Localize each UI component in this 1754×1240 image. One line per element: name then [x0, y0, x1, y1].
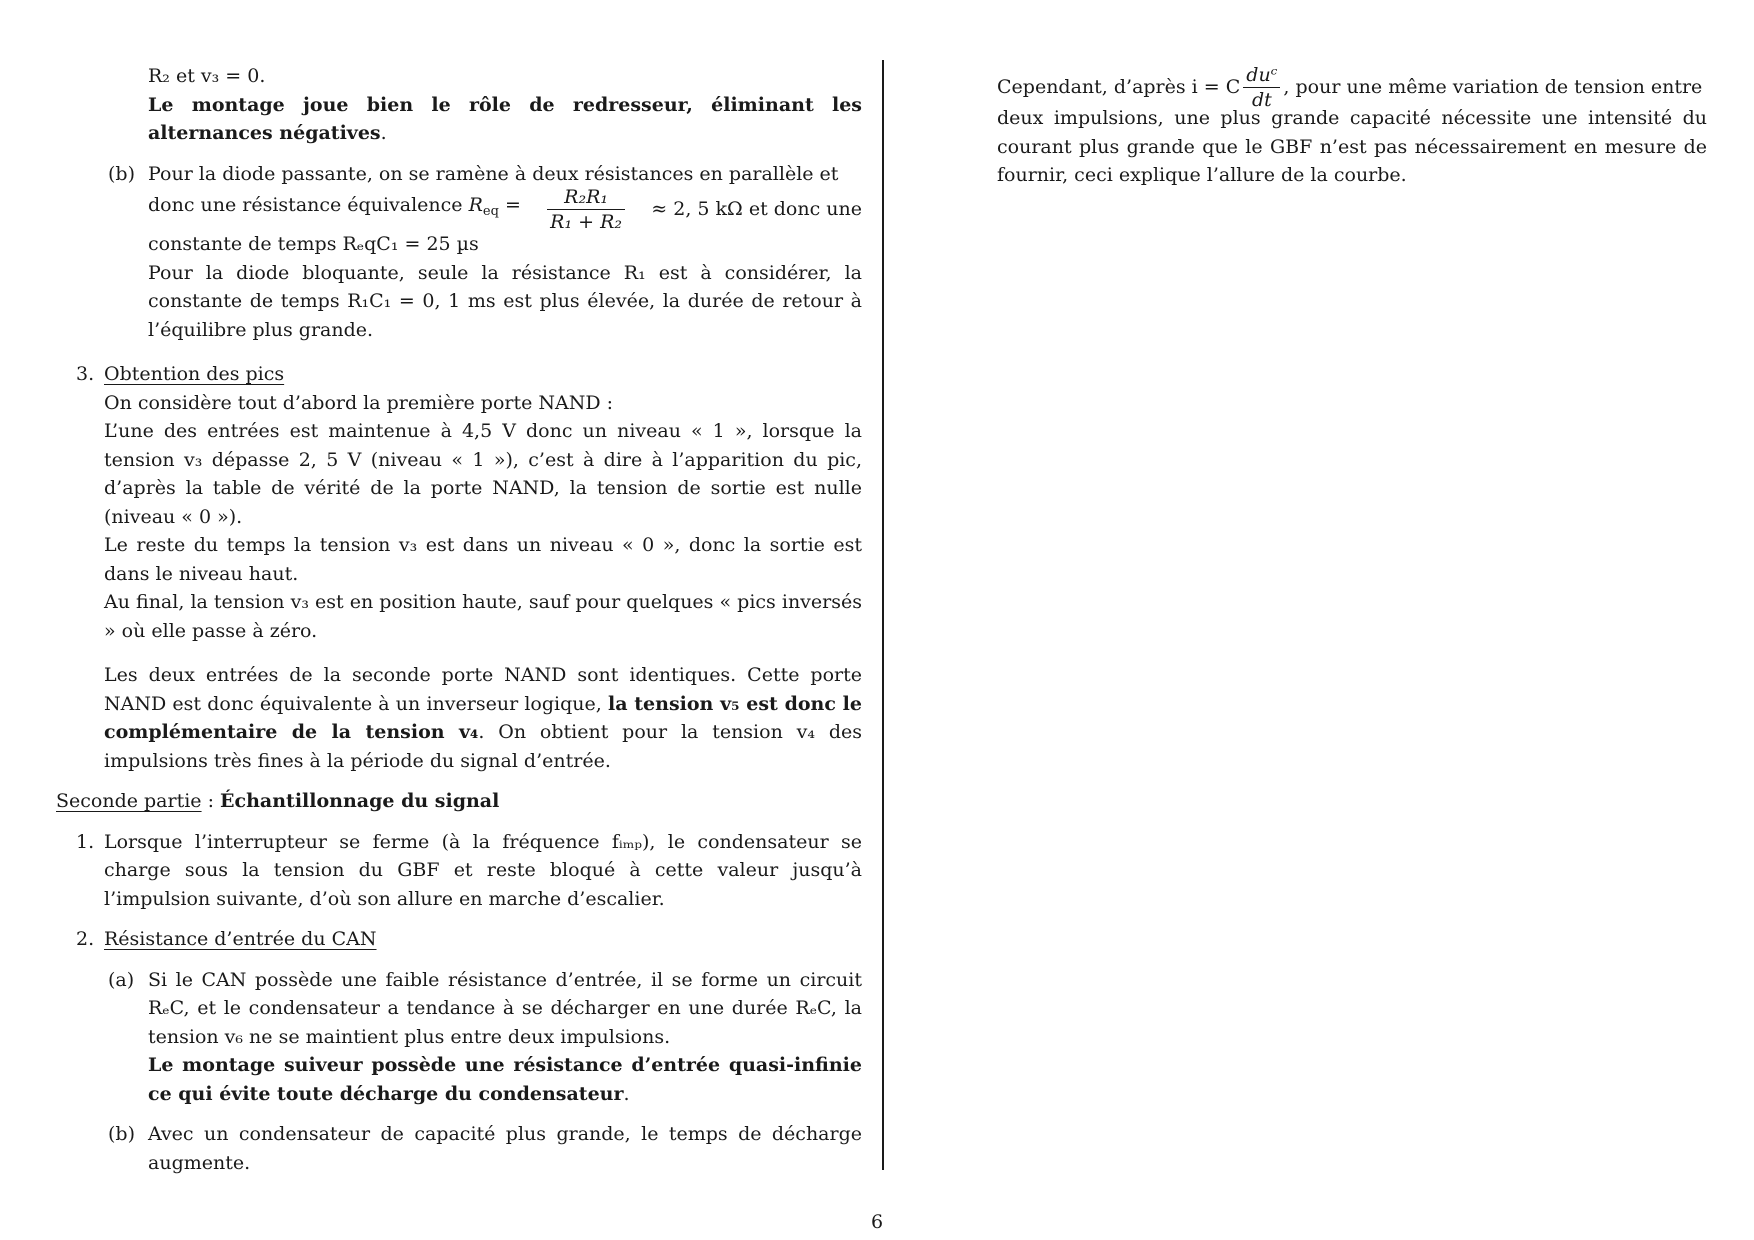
sec2-item-2a-bold: Le montage suiveur possède une résistance d’entrée quasi-infinie ce qui évite toute décharge du condensateur — [148, 1054, 862, 1105]
item-2b-line2-start: donc une résistance équivalence $R_{eq}$ = — [148, 194, 521, 220]
item-3-title: Obtention des pics — [104, 363, 285, 385]
sec2-item-2b-label: (b) — [108, 1123, 135, 1145]
sec2-item-2-label: 2. — [76, 928, 95, 950]
item-3-p3: Le reste du temps la tension v₃ est dans un niveau « 0 », donc la sortie est dans le niveau haut. — [104, 534, 862, 585]
right-column — [997, 63, 1707, 190]
section-title: Échantillonnage du signal — [220, 790, 500, 812]
item-3-p2: L’une des entrées est maintenue à 4,5 V donc un niveau « 1 », lorsque la tension v₃ dépasse 2, 5 V (niveau « 1 »), c’est à dire à l’apparition du pic, d’après la table de vérité de la porte NAND, la tension de sortie est nulle (niveau « 0 »). — [104, 420, 862, 528]
sec2-item-2a-text: Si le CAN possède une faible résistance d’entrée, il se forme un circuit RₑC, et le condensateur a tendance à se décharger en une durée RₑC, la tension v₆ ne se maintient plus entre deux impulsions. — [148, 968, 862, 1048]
column-divider — [882, 60, 884, 1170]
sec2-item-1-label: 1. — [76, 830, 95, 853]
item-2b-label: (b) — [108, 162, 135, 185]
rectifier-conclusion: Le montage joue bien le rôle de redresseur, éliminant les alternances négatives. — [148, 93, 862, 144]
sec2-item-2 — [76, 925, 862, 954]
current-fraction-denominator: dt — [1251, 88, 1272, 111]
sec2-item-2b-text: Avec un condensateur de capacité plus grande, le temps de décharge augmente. — [148, 1123, 862, 1174]
item-3-p1: On considère tout d’abord la première porte NAND : — [104, 391, 614, 414]
req-fraction-numerator: R₂R₁ — [547, 185, 625, 210]
page-number: 6 — [870, 1211, 884, 1233]
item-2b-line1: Pour la diode passante, on se ramène à deux résistances en parallèle et — [148, 162, 839, 185]
section-label: Seconde partie — [56, 790, 202, 812]
right-line1: Cependant, d’après i = C $\frac{\text{duᶜ}}{dt}$ , pour une même variation de tension entre — [997, 63, 1703, 111]
left-column — [56, 62, 862, 1177]
sec2-item-2a — [108, 966, 862, 1109]
sec2-item-2-title: Résistance d’entrée du CAN — [104, 928, 377, 950]
item-2b — [108, 160, 862, 345]
sec2-item-1 — [76, 828, 862, 914]
sec2-item-2a-label: (a) — [108, 968, 135, 991]
continuation-text: R₂ et v₃ = 0. — [148, 65, 266, 87]
item-3 — [76, 360, 863, 775]
item-3-p4: Au final, la tension v₃ est en position haute, sauf pour quelques « pics inversés » où elle passe à zéro. — [104, 591, 862, 642]
sec2-item-1-text: Lorsque l’interrupteur se ferme (à la fréquence fᵢₘₚ), le condensateur se charge sous la tension du GBF et reste bloqué à cette valeur jusqu’à l’impulsion suivante, d’où son allure en marche d’escalier. — [104, 830, 862, 910]
item-2a-continuation — [148, 62, 862, 148]
section-heading: Seconde partie : Échantillonnage du signal — [56, 790, 500, 812]
rectifier-conclusion-bold: Le montage joue bien le rôle de redresseur, éliminant les alternances négatives — [148, 93, 862, 144]
item-2b-line2-end: ≈ 2, 5 kΩ et donc une — [651, 197, 862, 220]
item-2b-line2 — [148, 185, 862, 233]
item-3-label: 3. — [76, 363, 95, 385]
sec2-item-2a-conclusion: Le montage suiveur possède une résistance d’entrée quasi-infinie ce qui évite toute décharge du condensateur. — [148, 1054, 862, 1105]
item-3-p5: Les deux entrées de la seconde porte NAND sont identiques. Cette porte NAND est donc équivalente à un inverseur logique, la tension v₅ est donc le complémentaire de la tension v₄. On obtient pour la tension v₄ des impulsions très fines à la période du signal d’entrée. — [104, 664, 863, 772]
sec2-item-2b — [108, 1120, 862, 1177]
item-3-p5-bold: la tension v₅ est donc le complémentaire de la tension v₄ — [104, 692, 862, 743]
req-fraction — [547, 185, 625, 234]
req-fraction-denominator: R₁ + R₂ — [550, 210, 622, 233]
right-paragraph: deux impulsions, une plus grande capacité nécessite une intensité du courant plus grande que le GBF n’est pas nécessairement en mesure de fournir, ceci explique l’allure de la courbe. — [997, 107, 1707, 186]
item-2b-para2: Pour la diode bloquante, seule la résistance R₁ est à considérer, la constante de temps R₁C₁ = 0, 1 ms est plus élevée, la durée de retour à l’équilibre plus grande. — [148, 261, 862, 341]
item-2b-line3: constante de temps RₑqC₁ = 25 µs — [148, 233, 479, 255]
current-fraction-numerator: duᶜ — [1243, 63, 1280, 88]
